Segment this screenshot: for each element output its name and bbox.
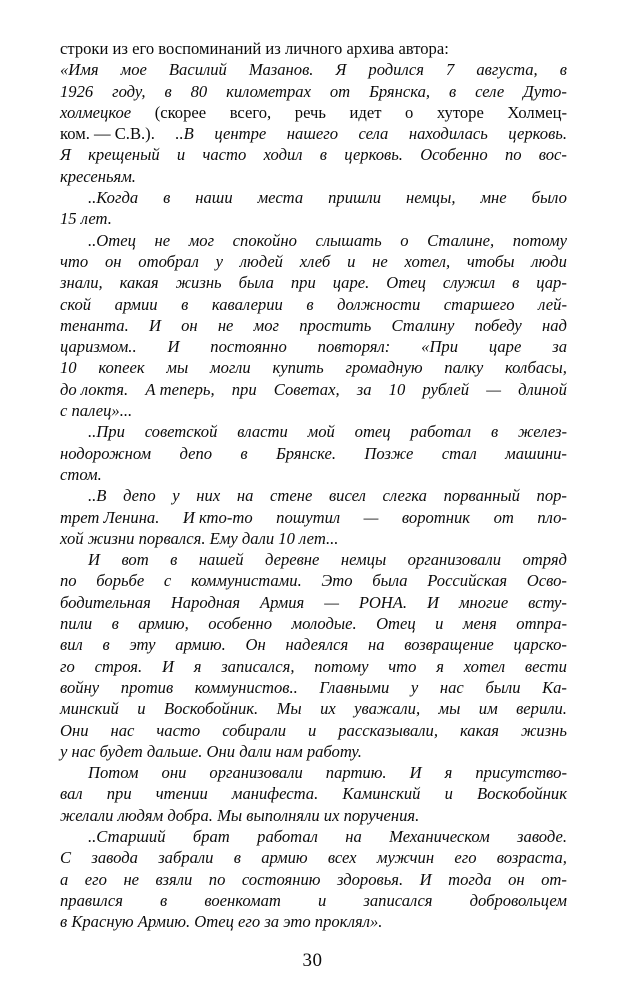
text-line: у нас будет дальше. Они дали нам работу. (60, 741, 362, 761)
text-line: Потом они организовали партию. И я присутство- (88, 763, 567, 783)
text-line: стом. (60, 464, 102, 484)
page-text-body (60, 38, 567, 932)
text-line: Они нас часто собирали и рассказывали, какая жизнь (60, 720, 567, 740)
text-line: бодительная Народная Армия — РОНА. И многие всту- (60, 592, 567, 612)
text-line: «Имя мое Василий Мазанов. Я родился 7 августа, в (60, 60, 567, 80)
text-line: строки из его воспоминаний из личного архива автора: (60, 39, 449, 58)
text-line: ..Старший брат работал на Механическом заводе. (88, 826, 567, 846)
text-line: желали людям добра. Мы выполняли их поручения. (60, 805, 420, 825)
text-line: И вот в нашей деревне немцы организовали отряд (88, 550, 567, 570)
text-line: ком. — С.В.). ..В центре нашего села находилась церковь. (60, 124, 567, 144)
text-line: ..При советской власти мой отец работал в желез- (88, 422, 567, 442)
page-number: 30 (302, 950, 323, 971)
text-line: Я крещеный и часто ходил в церковь. Особенно по вос- (60, 145, 567, 165)
text-line: в Красную Армию. Отец его за это проклял». (60, 912, 383, 932)
text-line: ской армии в кавалерии в должности старшего лей- (60, 294, 567, 314)
text-line: по борьбе с коммунистами. Это была Российская Осво- (60, 571, 567, 591)
text-line: трет Ленина. И кто-то пошутил — воротник от пло- (60, 507, 567, 527)
text-line: ..В депо у них на стене висел слегка порванный пор- (88, 486, 567, 506)
text-line: а его не взяли по состоянию здоровья. И тогда он от- (60, 869, 567, 889)
text-line: вил в эту армию. Он надеялся на возвращение царско- (60, 635, 567, 655)
text-line: 1926 году, в 80 километрах от Брянска, в селе Дуто- (60, 81, 567, 101)
text-line: до локтя. А теперь, при Советах, за 10 рублей — длиной (60, 379, 567, 399)
text-line: правился в военкомат и записался добровольцем (60, 890, 567, 910)
text-line: царизмом.. И постоянно повторял: «При царе за (60, 337, 567, 357)
text-line: тенанта. И он не мог простить Сталину победу над (60, 315, 567, 335)
text-line: нодорожном депо в Брянске. Позже стал машини- (60, 443, 567, 463)
text-line: кресеньям. (60, 166, 136, 186)
text-line: что он отобрал у людей хлеб и не хотел, чтобы люди (60, 251, 567, 271)
text-line: 15 лет. (60, 209, 112, 229)
text-line: минский и Воскобойник. Мы их уважали, мы им верили. (60, 699, 567, 719)
text-line: вал при чтении манифеста. Каминский и Воскобойник (60, 784, 567, 804)
text-line: с палец»... (60, 401, 133, 421)
text-line: хой жизни порвался. Ему дали 10 лет... (60, 528, 339, 548)
text-line: ..Когда в наши места пришли немцы, мне было (88, 188, 567, 208)
text-line: С завода забрали в армию всех мужчин его возраста, (60, 848, 567, 868)
text-line: холмецкое (скорее всего, речь идет о хуторе Холмец- (60, 102, 567, 122)
text-line: войну против коммунистов.. Главными у нас были Ка- (60, 677, 567, 697)
text-line: го строя. И я записался, потому что я хотел вести (60, 656, 567, 676)
text-line: знали, какая жизнь была при царе. Отец служил в цар- (60, 273, 567, 293)
text-line: 10 копеек мы могли купить громадную палку колбасы, (60, 358, 567, 378)
text-line: пили в армию, особенно молодые. Отец и меня отпра- (60, 614, 567, 634)
text-line: ..Отец не мог спокойно слышать о Сталине, потому (88, 230, 567, 250)
